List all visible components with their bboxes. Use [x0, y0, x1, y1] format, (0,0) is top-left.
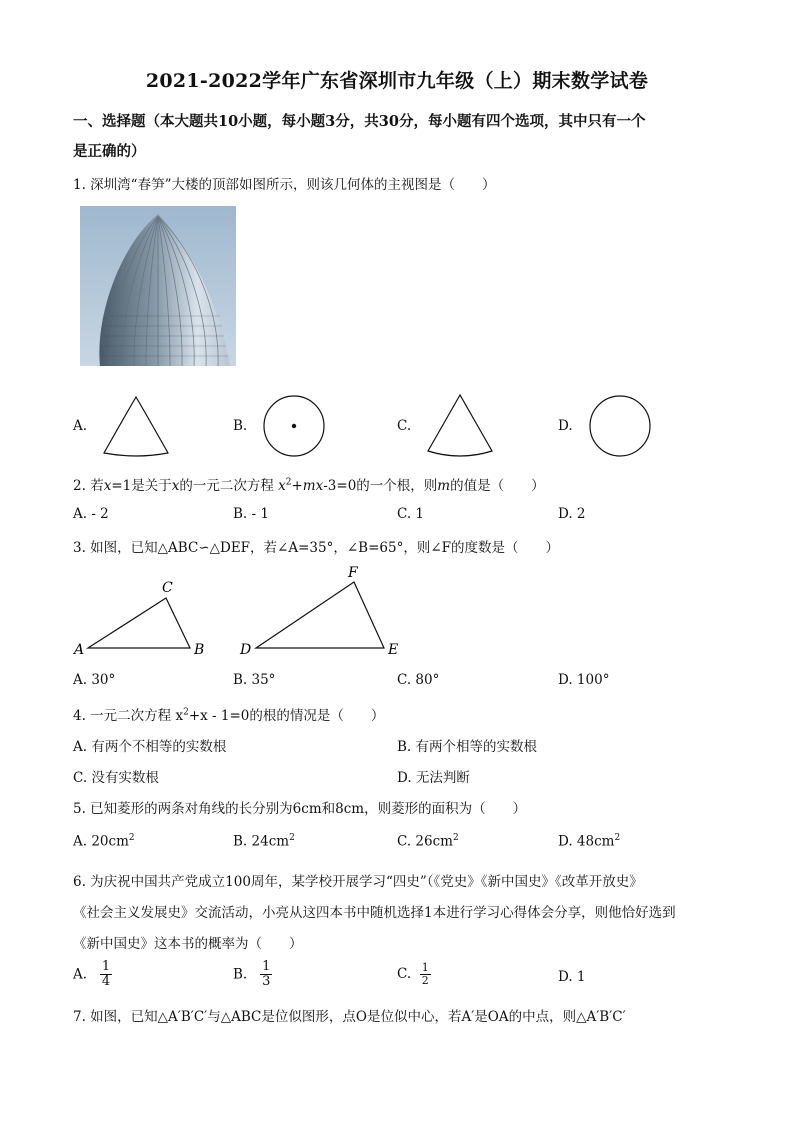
q1-option-b-label: B. — [233, 418, 248, 434]
q2-option-d: D. 2 — [558, 506, 586, 522]
triangle-abc-figure — [70, 574, 210, 662]
q3-option-c: C. 80° — [397, 672, 440, 688]
q5-option-c: C. $26cm^2$ — [397, 833, 459, 850]
building-photo — [80, 206, 236, 366]
vertex-e-label: E — [388, 642, 399, 658]
vertex-c-label: C — [162, 580, 173, 596]
question-6-line1: 6. 为庆祝中国共产党成立100周年，某学校开展学习“四史”（《党史》《新中国史》《改革开放史》 — [73, 874, 643, 890]
question-7-text: 7. 如图，已知△A′B′C′与△ABC是位似图形，点O是位似中心，若A′是OA的中点，则△A′B′C′ — [73, 1009, 626, 1025]
q1-option-a-figure — [100, 393, 172, 457]
q5-option-b: B. $24cm^2$ — [233, 833, 295, 850]
page-title: 2021-2022学年广东省深圳市九年级（上）期末数学试卷 — [145, 70, 649, 92]
question-4-text: 4. 一元二次方程 $x^2+x - 1=0$的根的情况是（ ） — [73, 707, 385, 724]
q6-option-d: D. 1 — [558, 969, 586, 985]
q1-option-a-label: A. — [73, 418, 88, 434]
q2-option-a: A. - 2 — [73, 506, 109, 522]
q4-option-a: A. 有两个不相等的实数根 — [73, 739, 227, 755]
triangle-def-figure — [236, 562, 406, 662]
question-5-text: 5. 已知菱形的两条对角线的长分别为6cm和8cm，则菱形的面积为（ ） — [73, 801, 527, 817]
q4-option-c: C. 没有实数根 — [73, 770, 159, 786]
question-6-line2: 《社会主义发展史》交流活动，小亮从这四本书中随机选择1本进行学习心得体会分享，则他恰好选到 — [73, 905, 676, 921]
vertex-b-label: B — [194, 642, 205, 658]
question-3-text: 3. 如图，已知△ABC∽△DEF，若∠A=35°，∠B=65°，则∠F的度数是（ ） — [73, 540, 559, 556]
q2-option-b: B. - 1 — [233, 506, 269, 522]
q1-option-b-figure — [262, 394, 326, 458]
fraction: $\frac{1}{4}$ — [101, 959, 111, 990]
q3-option-a: A. 30° — [73, 672, 116, 688]
q3-option-b: B. 35° — [233, 672, 276, 688]
q3-option-d: D. 100° — [558, 672, 610, 688]
vertex-f-label: F — [348, 565, 358, 581]
vertex-d-label: D — [240, 642, 252, 658]
q6-option-c: C. $\frac{1}{2}$ — [397, 961, 429, 988]
q1-option-d-label: D. — [558, 418, 573, 434]
question-6-line3: 《新中国史》这本书的概率为（ ） — [73, 936, 303, 952]
q2-option-c: C. 1 — [397, 506, 425, 522]
q6-option-b: B. $\frac{1}{3}$ — [233, 959, 271, 990]
vertex-a-label: A — [74, 642, 85, 658]
question-2-text: 2. 若x=1是关于x的一元二次方程 $x^2+mx-3=0$的一个根，则m的值是（ ） — [73, 477, 545, 494]
q1-option-d-figure — [588, 394, 652, 458]
q4-option-b: B. 有两个相等的实数根 — [397, 739, 538, 755]
q1-option-c-figure — [424, 391, 496, 459]
section-heading-line1: 一、选择题（本大题共10小题，每小题3分，共30分，每小题有四个选项，其中只有一个 — [73, 113, 646, 130]
fraction: $\frac{1}{3}$ — [262, 959, 271, 990]
q5-option-d: D. $48cm^2$ — [558, 833, 621, 850]
q6-option-a: A. $\frac{1}{4}$ — [73, 959, 111, 990]
q1-option-c-label: C. — [397, 418, 412, 434]
q4-option-d: D. 无法判断 — [397, 770, 470, 786]
question-1-text: 1. 深圳湾“春笋”大楼的顶部如图所示，则该几何体的主视图是（ ） — [73, 177, 496, 193]
building-photo-image — [80, 206, 236, 366]
q5-option-a: A. $20cm^2$ — [73, 833, 135, 850]
fraction: $\frac{1}{2}$ — [421, 961, 429, 988]
section-heading-line2: 是正确的） — [73, 143, 146, 160]
